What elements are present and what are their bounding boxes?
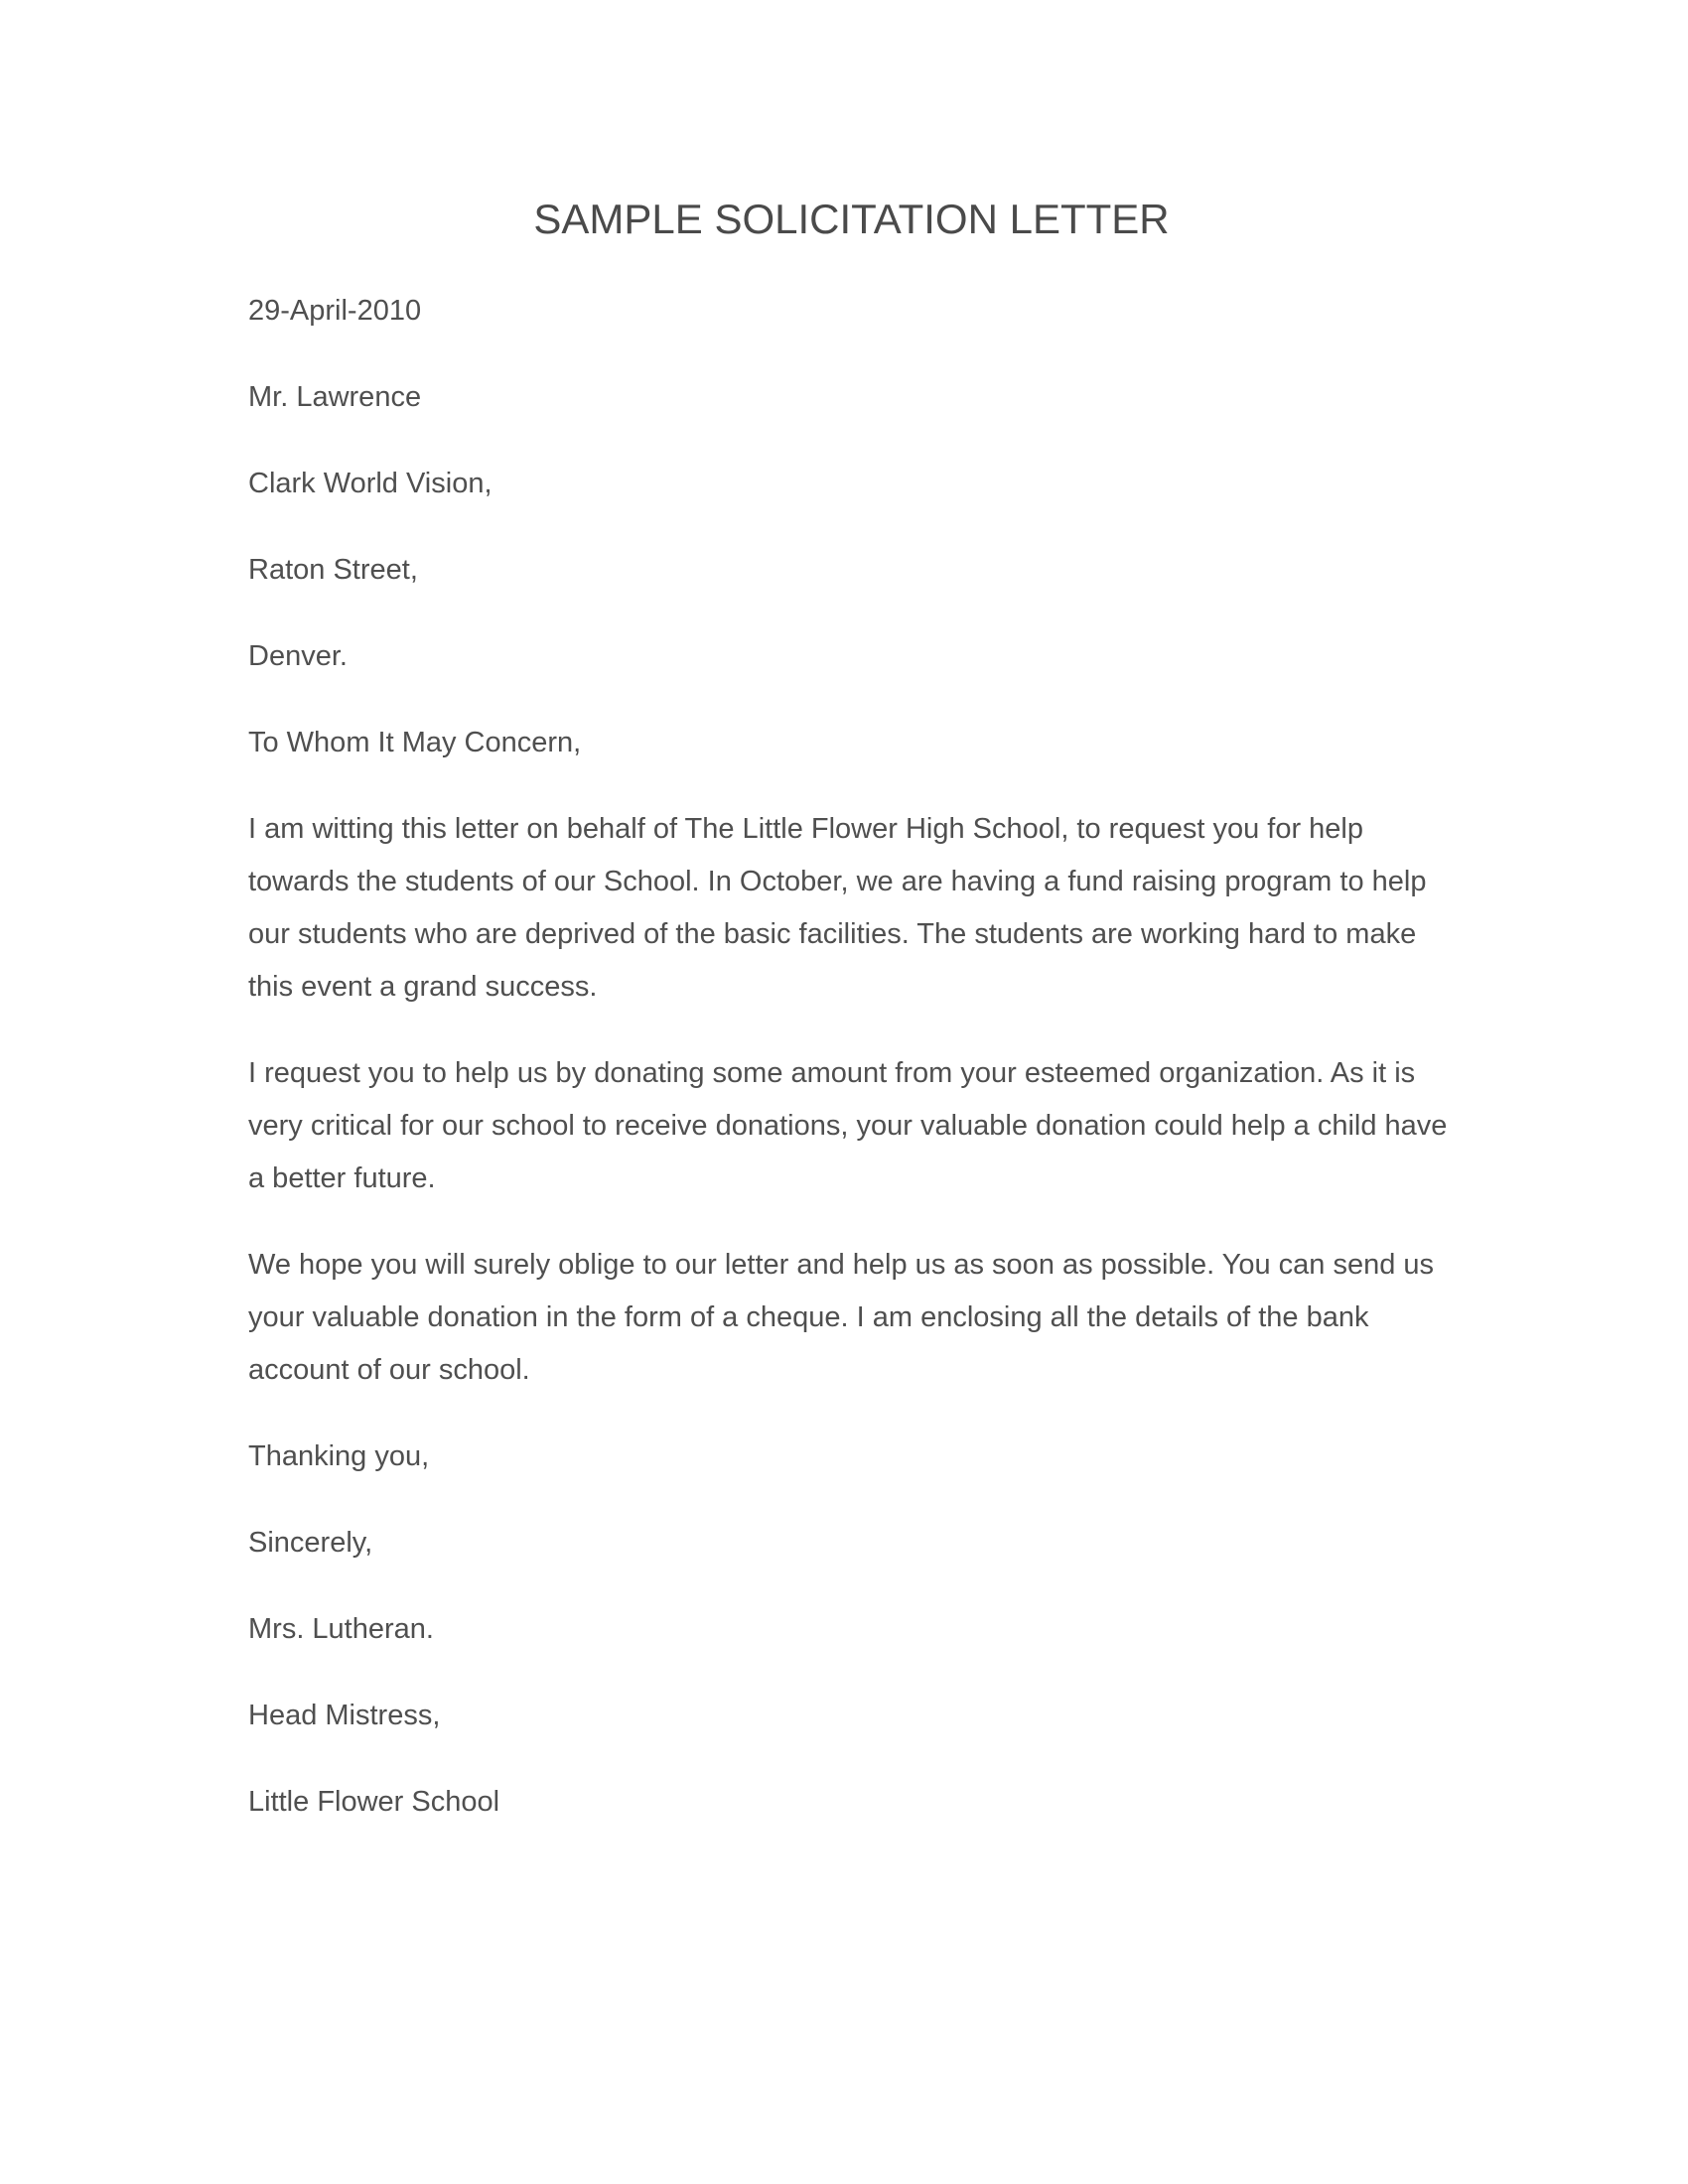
body-paragraph-3: We hope you will surely oblige to our letter and help us as soon as possible. You can send us your valuable donation in the form of a cheque. I am enclosing all the details of the bank account of our school. xyxy=(248,1249,1435,1386)
closing-thanks: Thanking you, xyxy=(248,1440,430,1472)
closing-sincerely: Sincerely, xyxy=(248,1527,373,1559)
body-paragraph-2: I request you to help us by donating some amount from your esteemed organization. As it is very critical for our school to receive donations, your valuable donation could help a child have a better future. xyxy=(248,1057,1448,1194)
signature-organization: Little Flower School xyxy=(248,1786,500,1818)
recipient-name: Mr. Lawrence xyxy=(248,381,422,413)
recipient-street: Raton Street, xyxy=(248,554,418,586)
signature-name: Mrs. Lutheran. xyxy=(248,1613,434,1645)
letter-date: 29-April-2010 xyxy=(248,295,422,327)
body-paragraph-1: I am witting this letter on behalf of The Little Flower High School, to request you for help towards the students of our School. In October, we are having a fund raising program to help our students who are deprived of the basic facilities. The students are working hard to make this event a grand success. xyxy=(248,813,1427,1003)
signature-role: Head Mistress, xyxy=(248,1700,441,1731)
recipient-city: Denver. xyxy=(248,640,348,672)
salutation: To Whom It May Concern, xyxy=(248,727,582,758)
recipient-organization: Clark World Vision, xyxy=(248,468,492,499)
letter-title: SAMPLE SOLICITATION LETTER xyxy=(533,196,1170,242)
